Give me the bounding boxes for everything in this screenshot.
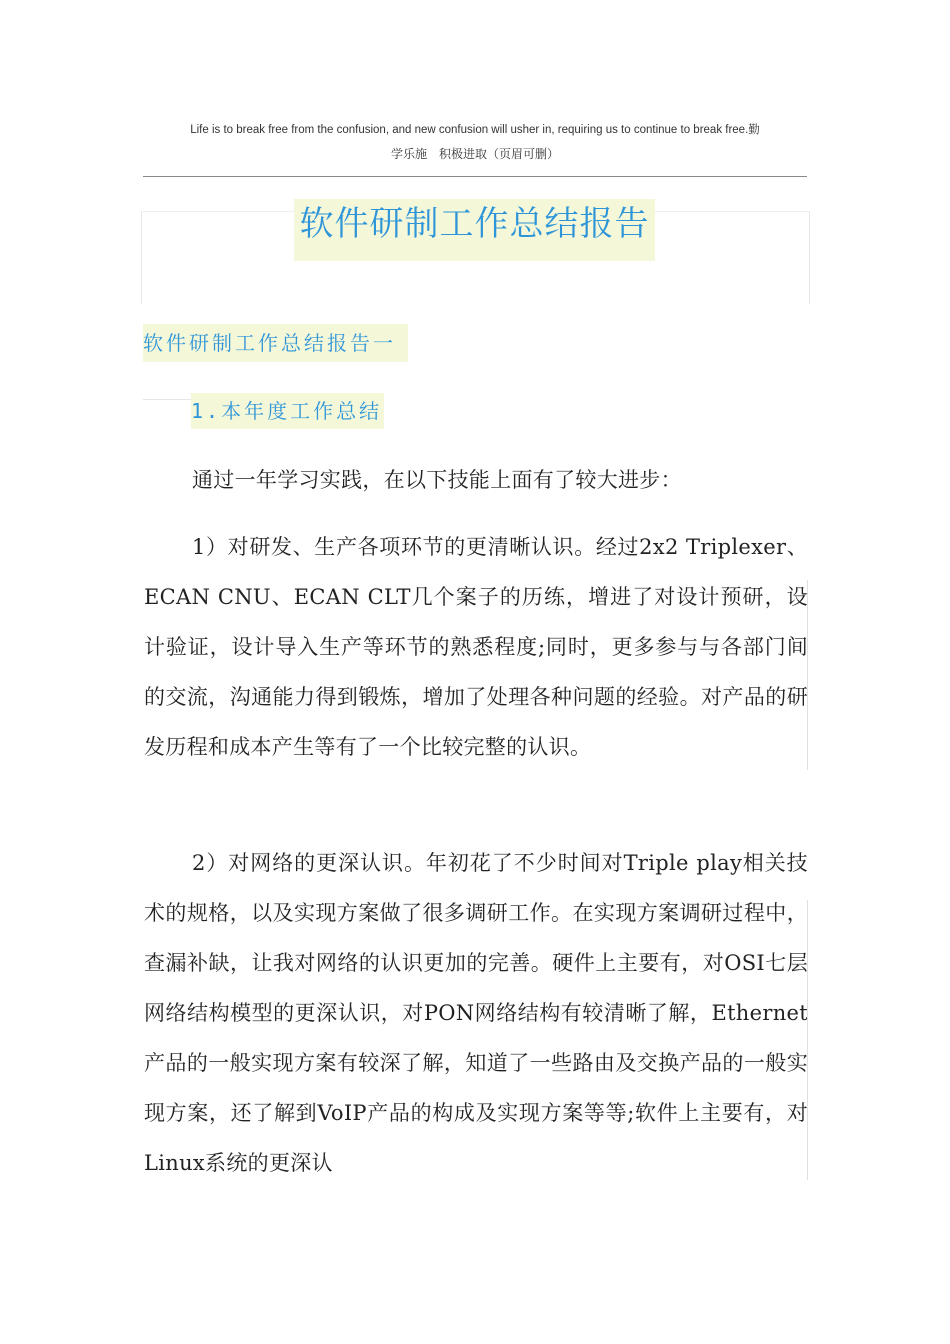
intro-text: 通过一年学习实践，在以下技能上面有了较大进步：: [192, 468, 682, 492]
body-paragraph-2: [144, 838, 808, 1188]
paragraph-text-2: 2）对网络的更深认识。年初花了不少时间对Triple play相关技术的规格，以及实现方案做了很多调研工作。在实现方案调研过程中，查漏补缺，让我对网络的认识更加的完善。硬件上主要有，对OSI七层网络结构模型的更深认识，对PON网络结构有较清晰了解，Ethernet产品的一般实现方案有较深了解，知道了一些路由及交换产品的一般实现方案，还了解到VoIP产品的构成及实现方案等等;软件上主要有，对Linux系统的更深认: [144, 851, 808, 1175]
indent-marker: [143, 399, 191, 400]
header-line-2: 学乐施 积极进取（页眉可删）: [390, 147, 559, 161]
intro-paragraph: [144, 455, 808, 505]
section-heading: 软件研制工作总结报告一: [143, 324, 408, 362]
header-divider: [143, 176, 807, 177]
text-boundary-right: [807, 580, 808, 770]
subsection-heading: 1.本年度工作总结: [191, 393, 384, 429]
body-paragraph-1: [144, 522, 808, 772]
paragraph-text-1: 1）对研发、生产各项环节的更清晰认识。经过2x2 Triplexer、ECAN CNU、ECAN CLT几个案子的历练，增进了对设计预研，设计验证，设计导入生产等环节的熟悉程度;同时，更多参与与各部门间的交流，沟通能力得到锻炼，增加了处理各种问题的经验。对产品的研发历程和成本产生等有了一个比较完整的认识。: [144, 535, 808, 759]
document-title: 软件研制工作总结报告: [294, 199, 655, 261]
text-boundary-right-2: [807, 900, 808, 1180]
page-header: [143, 118, 807, 166]
header-line-1: Life is to break free from the confusion, and new confusion will usher in, requiring us to continue to break free.勤: [190, 124, 760, 136]
